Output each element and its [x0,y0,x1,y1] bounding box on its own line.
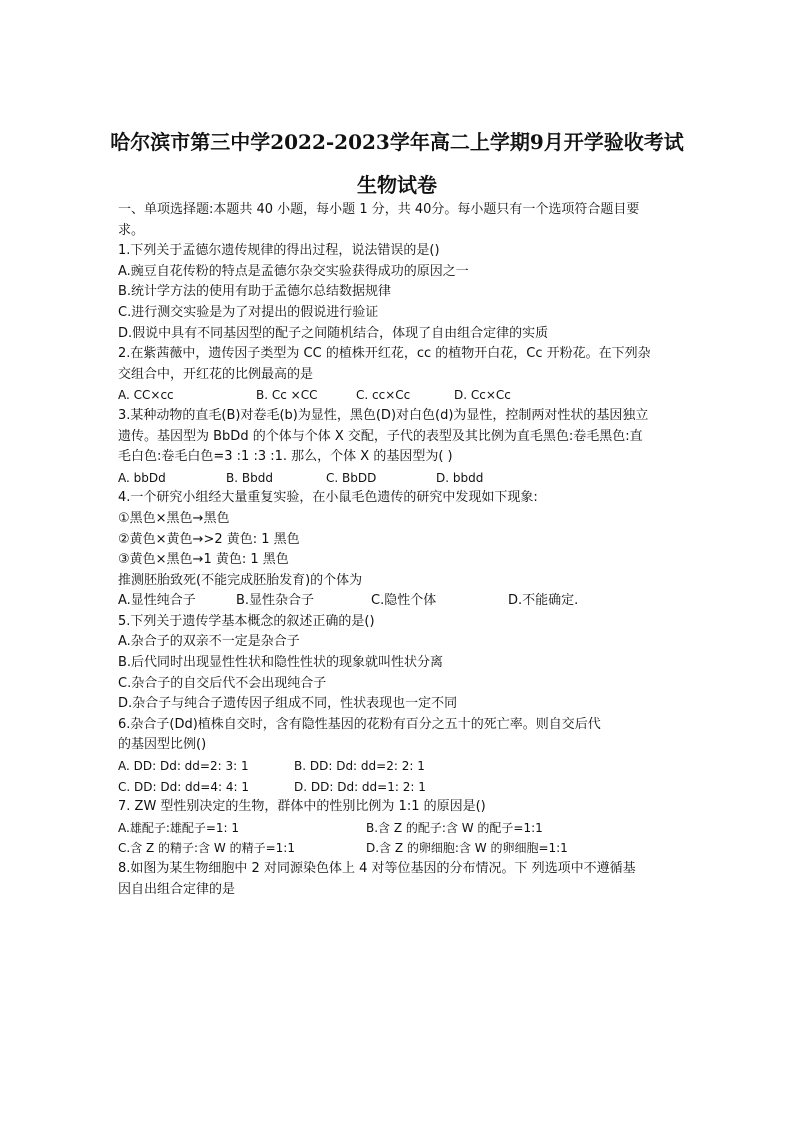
question-7-options-row-1 [118,818,683,839]
question-3-option-a: A. bbDd [118,470,166,485]
question-4-option-c: C.隐性个体 [371,593,437,609]
question-8-stem-cont: 因自出组合定律的是 [118,881,236,897]
question-2-options [118,385,683,406]
question-3-stem: 3.某种动物的直毛(B)对卷毛(b)为显性，黑色(D)对白色(d)为显性，控制两对性状的基因独立 [118,407,649,423]
question-4-option-a: A.显性纯合子 [118,593,196,609]
exam-title: 哈尔滨市第三中学2022-2023学年高二上学期9月开学验收考试 [110,130,684,154]
question-2-option-d: D. Cc×Cc [454,388,511,403]
question-7-option-b: B.含 Z 的配子:含 W 的配子=1:1 [366,820,543,835]
question-4-observation-1: ①黑色×黑色→黑色 [118,510,230,526]
question-3-stem-cont: 遗传。基因型为 BbDd 的个体与个体 X 交配，子代的表型及其比例为直毛黑色:卷毛黑色:直 [118,428,643,444]
section-heading: 一、单项选择题:本题共 40 小题，每小题 1 分，共 40分。每小题只有一个选项符合题目要 [118,202,640,217]
question-4-ask: 推测胚胎致死(不能完成胚胎发育)的个体为 [118,572,363,588]
question-8-stem: 8.如图为某生物细胞中 2 对同源染色体上 4 对等位基因的分布情况。下 列选项中不遵循基 [118,861,636,876]
question-1-option-a: A.豌豆自花传粉的特点是孟德尔杂交实验获得成功的原因之一 [118,263,469,279]
question-1-stem: 1.下列关于孟德尔遗传规律的得出过程，说法错误的是() [118,243,440,259]
question-2-stem-cont: 交组合中，开红花的比例最高的是 [118,366,314,382]
question-2-stem: 2.在紫茜薇中，遗传因子类型为 CC 的植株开红花，cc 的植物开白花，Cc 开粉花。在下列杂 [118,346,651,362]
question-5-option-d: D.杂合子与纯合子遗传因子组成不同，性状表现也一定不同 [118,696,458,712]
question-4-options [118,591,683,612]
question-3-options [118,468,683,489]
question-2-option-a: A. CC×cc [118,388,174,403]
question-2-option-c: C. cc×Cc [356,388,411,403]
question-5-stem: 5.下列关于遗传学基本概念的叙述正确的是() [118,613,375,629]
exam-body [118,200,683,900]
question-6-stem-cont: 的基因型比例() [118,737,207,753]
section-heading-cont: 求。 [118,222,145,238]
question-6-option-a: A. DD: Dd: dd=2: 3: 1 [118,759,249,774]
question-6-stem: 6.杂合子(Dd)植株自交时，含有隐性基因的花粉有百分之五十的死亡率。则自交后代 [118,716,601,732]
question-7-stem: 7. ZW 型性别决定的生物，群体中的性别比例为 1:1 的原因是() [118,799,486,815]
question-5-option-a: A.杂合子的双亲不一定是杂合子 [118,634,300,650]
question-6-options-row-1 [118,756,683,777]
question-6-option-d: D. DD: Dd: dd=1: 2: 1 [294,779,426,794]
question-7-option-d: D.含 Z 的卵细胞:含 W 的卵细胞=1:1 [366,841,568,856]
question-4-option-b: B.显性杂合子 [236,593,315,609]
question-7-option-c: C.含 Z 的精子:含 W 的精子=1:1 [118,841,295,856]
question-1-option-b: B.统计学方法的使用有助于孟德尔总结数据规律 [118,284,392,300]
question-5-option-c: C.杂合子的自交后代不会出现纯合子 [118,675,327,691]
question-6-option-c: C. DD: Dd: dd=4: 4: 1 [118,779,249,794]
question-7-options-row-2 [118,838,683,859]
question-3-option-b: B. Bbdd [226,470,273,485]
question-1-option-d: D.假说中具有不同基因型的配子之间随机结合，体现了自由组合定律的实质 [118,325,549,341]
question-5-option-b: B.后代同时出现显性性状和隐性性状的现象就叫性状分离 [118,655,444,671]
question-4-observation-3: ③黄色×黑色→1 黄色: 1 黑色 [118,552,289,568]
question-4-observation-2: ②黄色×黄色→>2 黄色: 1 黑色 [118,531,300,547]
question-3-stem-cont2: 毛白色:卷毛白色=3 :1 :3 :1. 那么，个体 X 的基因型为( ) [118,449,453,465]
question-4-stem: 4.一个研究小组经大量重复实验，在小鼠毛色遗传的研究中发现如下现象: [118,490,538,506]
question-4-option-d: D.不能确定. [508,593,579,609]
question-1-option-c: C.进行测交实验是为了对提出的假说进行验证 [118,304,379,320]
question-7-option-a: A.雄配子:雄配子=1: 1 [118,820,240,835]
question-2-option-b: B. Cc ×CC [256,388,318,403]
exam-subtitle: 生物试卷 [357,173,437,197]
question-3-option-d: D. bbdd [436,470,484,485]
question-6-options-row-2 [118,777,683,798]
question-6-option-b: B. DD: Dd: dd=2: 2: 1 [294,759,425,774]
question-3-option-c: C. BbDD [326,470,377,485]
